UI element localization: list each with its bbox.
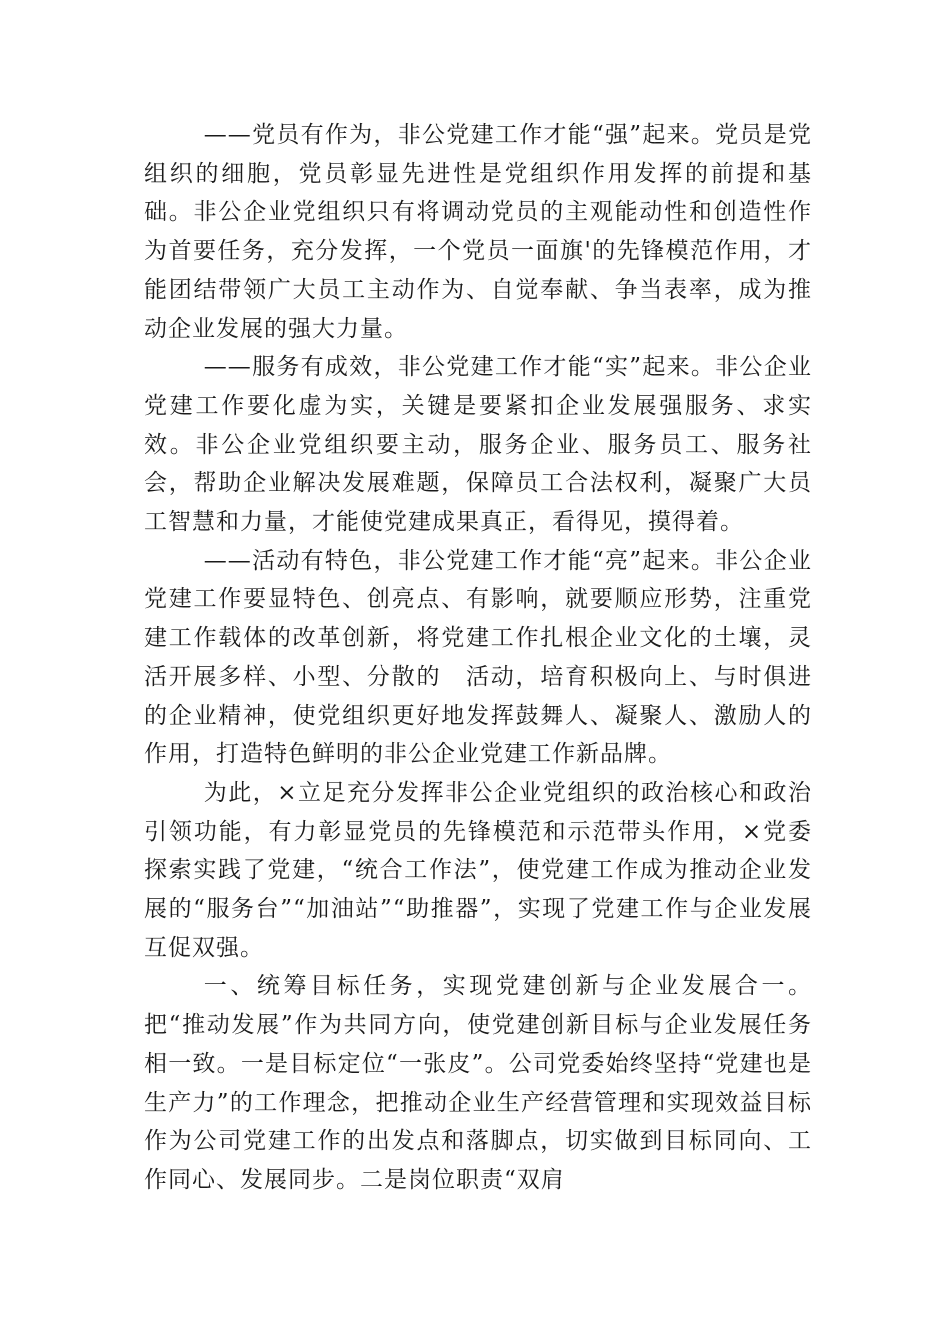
paragraph-party-members: ——党员有作为，非公党建工作才能“强”起来。党员是党组织的细胞，党员彰显先进性是党组织作用发挥的前提和基础。非公企业党组织只有将调动党员的主观能动性和创造性作为首要任务，充分发挥，一个党员一面旗'的先锋模范作用，才能团结带领广大员工主动作为、自觉奉献、争当表率，成为推动企业发展的强大力量。 [144,122,812,342]
document-body [144,116,812,1200]
paragraph-summary: 为此，×立足充分发挥非公企业党组织的政治核心和政治引领功能，有力彰显党员的先锋模范和示范带头作用，×党委探索实践了党建，“统合工作法”，使党建工作成为推动企业发展的“服务台”“加油站”“助推器”，实现了党建工作与企业发展互促双强。 [144,779,812,961]
paragraph-section-one: 一、统筹目标任务，实现党建创新与企业发展合一。把“推动发展”作为共同方向，使党建创新目标与企业发展任务相一致。一是目标定位“一张皮”。公司党委始终坚持“党建也是生产力”的工作理念，把推动企业生产经营管理和实现效益目标作为公司党建工作的出发点和落脚点，切实做到目标同向、工作同心、发展同步。二是岗位职责“双肩 [144,973,812,1193]
paragraph-activities: ——活动有特色，非公党建工作才能“亮”起来。非公企业党建工作要显特色、创亮点、有影响，就要顺应形势，注重党建工作载体的改革创新，将党建工作扎根企业文化的土壤，灵活开展多样、小型、分散的 活动，培育积极向上、与时俱进的企业精神，使党组织更好地发挥鼓舞人、凝聚人、激励人的作用，打造特色鲜明的非公企业党建工作新品牌。 [144,547,812,768]
paragraph-service: ——服务有成效，非公党建工作才能“实”起来。非公企业党建工作要化虚为实，关键是要紧扣企业发展强服务、求实效。非公企业党组织要主动，服务企业、服务员工、服务社会，帮助企业解决发展难题，保障员工合法权利，凝聚广大员工智慧和力量，才能使党建成果真正，看得见，摸得着。 [144,354,812,536]
